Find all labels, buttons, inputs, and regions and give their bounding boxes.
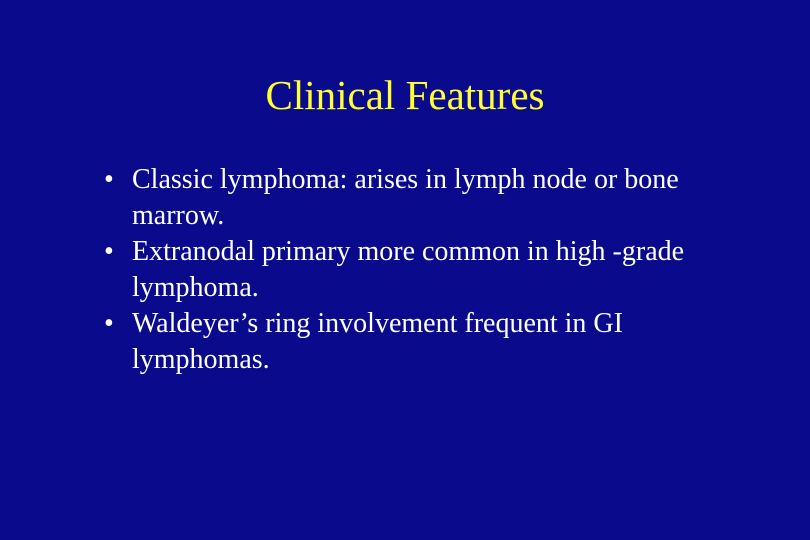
bullet-item <box>104 306 744 378</box>
bullet-list <box>104 162 744 378</box>
slide-title: Clinical Features <box>265 72 545 118</box>
bullet-icon: • <box>104 164 114 195</box>
bullet-text: Waldeyer’s ring involvement frequent in GI lymphomas. <box>132 308 623 375</box>
bullet-item <box>104 162 744 234</box>
bullet-icon: • <box>104 308 114 339</box>
bullet-item <box>104 234 744 306</box>
bullet-text: Extranodal primary more common in high -grade lymphoma. <box>132 236 685 303</box>
bullet-icon: • <box>104 236 114 267</box>
bullet-text: Classic lymphoma: arises in lymph node or bone marrow. <box>132 164 679 231</box>
